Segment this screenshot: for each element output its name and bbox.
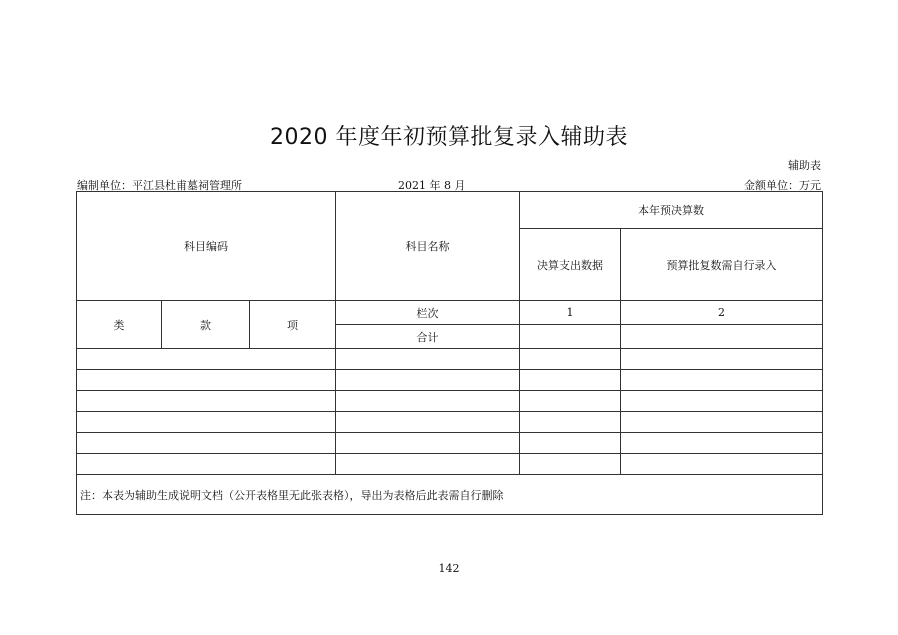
column-number-1: 1 <box>520 301 621 325</box>
header-budget-approval: 预算批复数需自行录入 <box>621 229 823 301</box>
header-final-expenditure: 决算支出数据 <box>520 229 621 301</box>
report-date: 2021 年 8 月 <box>398 179 466 192</box>
total-label: 合计 <box>336 325 520 349</box>
column-number-label: 栏次 <box>336 301 520 325</box>
header-annual-budget: 本年预决算数 <box>520 192 823 229</box>
total-cell-2 <box>621 325 823 349</box>
subheader-section: 款 <box>162 301 250 349</box>
total-cell-1 <box>520 325 621 349</box>
subheader-category: 类 <box>77 301 162 349</box>
column-number-2: 2 <box>621 301 823 325</box>
subheader-item: 项 <box>250 301 336 349</box>
table-row <box>77 454 823 475</box>
budget-table <box>76 191 823 515</box>
currency-unit: 金额单位：万元 <box>744 179 821 192</box>
table-row <box>77 412 823 433</box>
header-subject-code: 科目编码 <box>77 192 336 301</box>
page-number: 142 <box>438 562 460 575</box>
table-footnote: 注：本表为辅助生成说明文档（公开表格里无此张表格），导出为表格后此表需自行删除 <box>77 475 823 515</box>
table-type-label: 辅助表 <box>788 159 821 172</box>
table-row <box>77 370 823 391</box>
table-row <box>77 349 823 370</box>
header-subject-name: 科目名称 <box>336 192 520 301</box>
table-row <box>77 433 823 454</box>
page-title: 2020 年度年初预算批复录入辅助表 <box>270 125 628 150</box>
compiling-unit: 编制单位：平江县杜甫墓祠管理所 <box>77 179 242 192</box>
table-row <box>77 391 823 412</box>
